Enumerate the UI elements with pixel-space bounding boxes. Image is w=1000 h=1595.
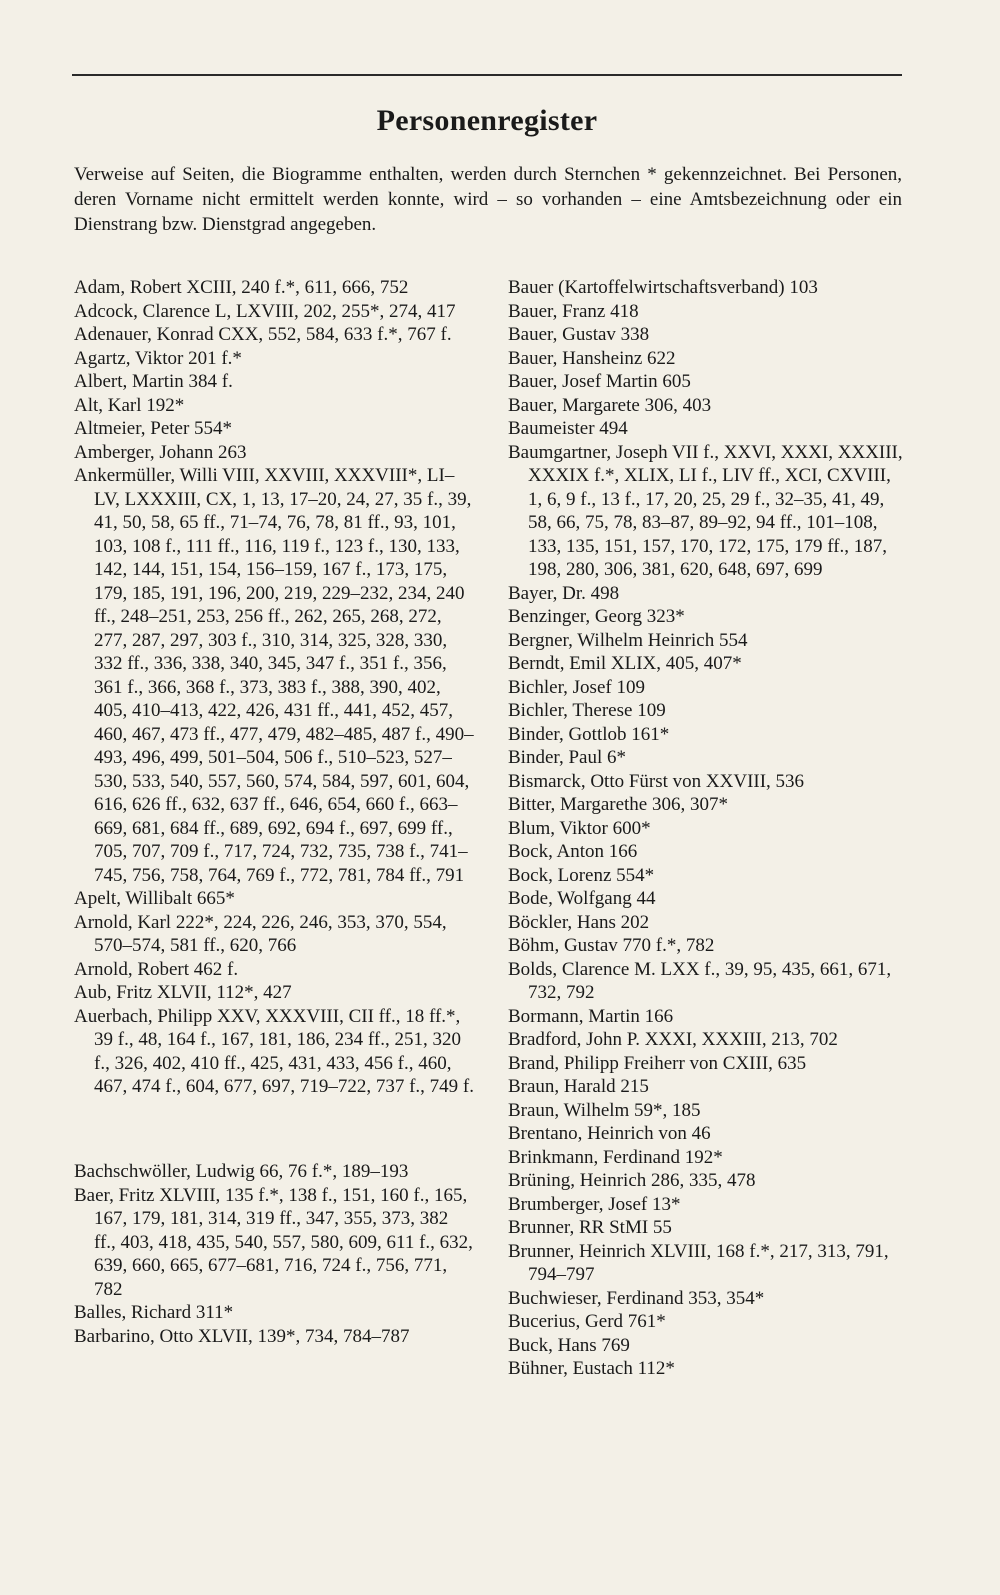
index-entry: Ankermüller, Willi VIII, XXVIII, XXXVIII*, LI–LV, LXXXIII, CX, 1, 13, 17–20, 24, 27, 35 f., 39, 41, 50, 58, 65 ff., 71–74, 76, 78, 81 ff., 93, 101, 103, 108 f., 111 ff., 116, 119 f., 123 f., 130, 133, 142, 144, 151, 154, 156–159, 167 f., 173, 175, 179, 185, 191, 196, 200, 219, 229–232, 234, 240 ff., 248–251, 253, 256 ff., 262, 265, 268, 272, 277, 287, 297, 303 f., 310, 314, 325, 328, 330, 332 ff., 336, 338, 340, 345, 347 f., 351 f., 356, 361 f., 366, 368 f., 373, 383 f., 388, 390, 402, 405, 410–413, 422, 426, 431 ff., 441, 452, 457, 460, 467, 473 ff., 477, 479, 482–485, 487 f., 490–493, 496, 499, 501–504, 506 f., 510–523, 527–530, 533, 540, 557, 560, 574, 584, 597, 601, 604, 616, 626 ff., 632, 637 ff., 646, 654, 660 f., 663–669, 681, 684 ff., 689, 692, 694 f., 697, 699 ff., 705, 707, 709 f., 717, 724, 732, 735, 738 f., 741–745, 756, 758, 764, 769 f., 772, 781, 784 ff., 791 [74,465,474,886]
index-entry: Bucerius, Gerd 761* [508,1311,666,1332]
index-entry: Bühner, Eustach 112* [508,1358,675,1379]
index-entry: Brunner, Heinrich XLVIII, 168 f.*, 217, 313, 791, 794–797 [508,1240,889,1285]
index-entry: Brumberger, Josef 13* [508,1193,681,1215]
index-entry: Barbarino, Otto XLVII, 139*, 734, 784–787 [74,1325,410,1347]
index-entry: Blum, Viktor 600* [508,817,651,839]
index-entry: Bergner, Wilhelm Heinrich 554 [508,629,748,651]
index-entry: Binder, Paul 6* [508,747,626,768]
index-entry: Amberger, Johann 263 [74,441,247,463]
index-entry: Arnold, Robert 462 f. [74,958,239,980]
header-rule [72,74,902,76]
index-entry: Bradford, John P. XXXI, XXXIII, 213, 702 [508,1029,838,1050]
index-entry: Brentano, Heinrich von 46 [508,1123,711,1144]
index-entry: Baer, Fritz XLVIII, 135 f.*, 138 f., 151, 160 f., 165, 167, 179, 181, 314, 319 ff., 347, 355, 373, 382 ff., 403, 418, 435, 540, 557, 580, 609, 611 f., 632, 639, 660, 665, 677–681, 716, 724 f., 756, 771, 782 [74,1184,473,1300]
index-entry: Bock, Lorenz 554* [508,864,655,886]
index-entry: Berndt, Emil XLIX, 405, 407* [508,653,742,674]
index-entry: Böckler, Hans 202 [508,911,650,933]
index-entry: Apelt, Willibalt 665* [74,888,235,909]
index-entry: Balles, Richard 311* [74,1302,234,1323]
intro-paragraph: Verweise auf Seiten, die Biogramme enthalten, werden durch Sternchen * gekennzeichnet. Bei Personen, deren Vorname nicht ermittelt werden konnte, wird – so vorhanden – eine Amtsbezeichnung oder ein Dienstrang bzw. Dienstgrad angegeben. [74,164,902,235]
index-column-left [74,276,474,1348]
index-entry: Bauer, Margarete 306, 403 [508,394,712,416]
index-entry: Albert, Martin 384 f. [74,371,233,392]
index-entry: Brunner, RR StMI 55 [508,1217,672,1238]
index-entry: Buchwieser, Ferdinand 353, 354* [508,1287,765,1309]
index-entry: Bock, Anton 166 [508,841,638,862]
index-entry: Buck, Hans 769 [508,1334,630,1356]
index-entry: Bauer, Hansheinz 622 [508,347,676,369]
index-entry: Brand, Philipp Freiherr von CXIII, 635 [508,1052,807,1074]
index-entry: Aub, Fritz XLVII, 112*, 427 [74,982,292,1003]
index-entry: Bachschwöller, Ludwig 66, 76 f.*, 189–193 [74,1161,409,1182]
index-column-right [508,276,908,1381]
index-entry: Bauer (Kartoffelwirtschaftsverband) 103 [508,277,818,298]
index-entry: Bode, Wolfgang 44 [508,888,656,909]
index-entry: Böhm, Gustav 770 f.*, 782 [508,935,715,956]
index-entry: Bolds, Clarence M. LXX f., 39, 95, 435, 661, 671, 732, 792 [508,958,892,1003]
index-entry: Agartz, Viktor 201 f.* [74,347,242,369]
index-entry: Benzinger, Georg 323* [508,606,685,627]
index-entry: Brinkmann, Ferdinand 192* [508,1146,723,1168]
index-entry: Binder, Gottlob 161* [508,723,670,745]
index-entry: Bichler, Josef 109 [508,676,645,698]
index-entry: Bormann, Martin 166 [508,1005,674,1027]
index-entry: Adam, Robert XCIII, 240 f.*, 611, 666, 752 [74,277,409,298]
index-entry: Adenauer, Konrad CXX, 552, 584, 633 f.*, 767 f. [74,324,452,345]
index-entry: Bauer, Josef Martin 605 [508,371,691,392]
index-entry: Bauer, Franz 418 [508,300,639,322]
index-entry: Arnold, Karl 222*, 224, 226, 246, 353, 370, 554, 570–574, 581 ff., 620, 766 [74,911,447,956]
letter-gap [74,1118,474,1142]
index-entry: Alt, Karl 192* [74,394,185,416]
index-entry: Auerbach, Philipp XXV, XXXVIII, CII ff., 18 ff.*, 39 f., 48, 164 f., 167, 181, 186, 234 ff., 251, 320 f., 326, 402, 410 ff., 425, 431, 433, 456 f., 460, 467, 474 f., 604, 677, 697, 719–722, 737 f., 749 f. [74,1005,474,1097]
index-entry: Bismarck, Otto Fürst von XXVIII, 536 [508,770,805,792]
index-entry: Adcock, Clarence L, LXVIII, 202, 255*, 274, 417 [74,300,456,322]
index-entry: Bitter, Margarethe 306, 307* [508,794,728,815]
index-entry: Braun, Wilhelm 59*, 185 [508,1099,701,1121]
index-entry: Bauer, Gustav 338 [508,324,650,345]
index-entry: Braun, Harald 215 [508,1076,649,1097]
index-entry: Bichler, Therese 109 [508,700,666,721]
index-entry: Brüning, Heinrich 286, 335, 478 [508,1170,756,1191]
index-entry: Altmeier, Peter 554* [74,418,233,439]
index-entry: Baumeister 494 [508,418,628,439]
index-entry: Bayer, Dr. 498 [508,582,620,604]
index-entry: Baumgartner, Joseph VII f., XXVI, XXXI, XXXIII, XXXIX f.*, XLIX, LI f., LIV ff., XCI, CXVIII, 1, 6, 9 f., 13 f., 17, 20, 25, 29 f., 32–35, 41, 49, 58, 66, 75, 78, 83–87, 89–92, 94 ff., 101–108, 133, 135, 151, 157, 170, 172, 175, 179 ff., 187, 198, 280, 306, 381, 620, 648, 697, 699 [508,441,903,580]
page-title: Personenregister [376,104,598,137]
